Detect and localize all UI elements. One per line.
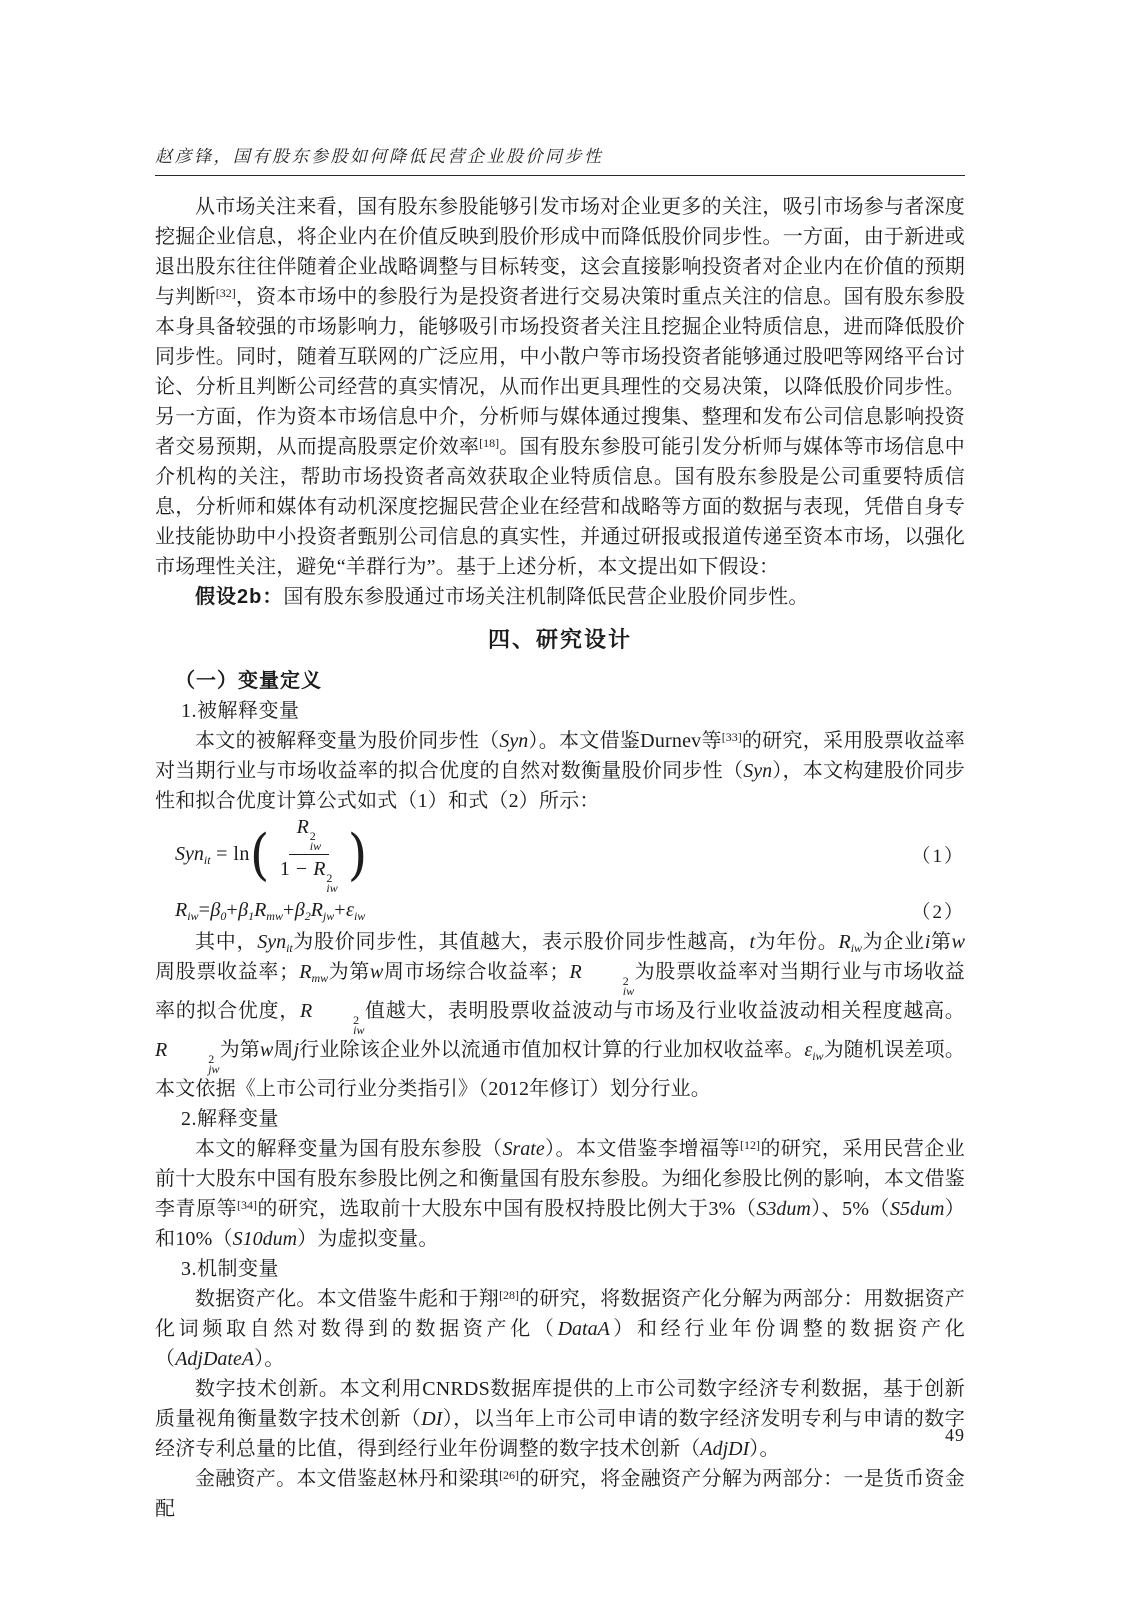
paragraph-market-attention: 从市场关注来看，国有股东参股能够引发市场对企业更多的关注，吸引市场参与者深度挖掘企业信息，将企业内在价值反映到股价形成中而降低股价同步性。一方面，由于新进或退出股东往往伴随着企业战略调整与目标转变，这会直接影响投资者对企业内在价值的预期与判断[32]，资本市场中的参股行为是投资者进行交易决策时重点关注的信息。国有股东参股本身具备较强的市场影响力，能够吸引市场投资者关注且挖掘企业特质信息，进而降低股价同步性。同时，随着互联网的广泛应用，中小散户等市场投资者能够通过股吧等网络平台讨论、分析且判断公司经营的真实情况，从而作出更具理性的交易决策，以降低股价同步性。另一方面，作为资本市场信息中介，分析师与媒体通过搜集、整理和发布公司信息影响投资者交易预期，从而提高股票定价效率[18]。国有股东参股可能引发分析师与媒体等市场信息中介机构的关注，帮助市场投资者高效获取企业特质信息。国有股东参股是公司重要特质信息，分析师和媒体有动机深度挖掘民营企业在经营和战略等方面的数据与表现，凭借自身专业技能协助中小投资者甄别公司信息的真实性，并通过研报或报道传递至资本市场，以强化市场理性关注，避免“羊群行为”。基于上述分析，本文提出如下假设： (155, 196, 965, 578)
paragraph-financial-assets: 金融资产。本文借鉴赵林丹和梁琪[26]的研究，将金融资产分解为两部分：一是货币资金配 (155, 1468, 966, 1520)
subsection-variable-definition: （一）变量定义 (175, 670, 322, 692)
subitem-mechanism-variable: 3.机制变量 (181, 1258, 279, 1280)
equation-1-formula (155, 816, 368, 893)
equation-2-number: （2） (911, 901, 965, 923)
equation-1-numerator: R 2 iw (289, 816, 330, 855)
page-number: 49 (945, 1425, 965, 1445)
equation-1 (155, 816, 965, 893)
equation-2 (155, 893, 965, 927)
paragraph-data-assetization: 数据资产化。本文借鉴牛彪和于翔[28]的研究，将数据资产化分解为两部分：用数据资产化词频取自然对数得到的数据资产化（DataA）和经行业年份调整的数据资产化（AdjDateA）。 (155, 1288, 966, 1370)
equation-1-denominator: 1 − R 2 iw (279, 858, 338, 895)
equation-2-formula: $R_{iw}$ = $\beta_0$ + $\beta_1$ $R_{mw}$ + $\beta_2$ $R_{jw}$ + $\varepsilon_{iw}$ (175, 898, 366, 923)
section-title-research-design: 四、研究设计 (487, 627, 632, 652)
subitem-explanatory-variable: 2.解释变量 (181, 1108, 279, 1130)
page-content (155, 146, 965, 1524)
paragraph-explained-variable: 本文的被解释变量为股价同步性（Syn）。本文借鉴Durnev等[33]的研究，采用股票收益率对当期行业与市场收益率的拟合优度的自然对数衡量股价同步性（Syn），本文构建股价同步性和拟合优度计算公式如式（1）和式（2）所示： (155, 730, 966, 812)
subitem-explained-variable: 1.被解释变量 (181, 700, 300, 722)
equation-1-number: （1） (911, 846, 965, 867)
equation-1-open-paren: ( (249, 822, 270, 887)
equation-1-fraction (272, 816, 346, 893)
hypothesis-2b: 假设2b：国有股东参股通过市场关注机制降低民营企业股价同步性。 (195, 586, 809, 608)
header-rule (155, 175, 965, 176)
equation-1-lhs: Syn$_{it}$ = ln (175, 843, 250, 867)
paragraph-digital-innovation: 数字技术创新。本文利用CNRDS数据库提供的上市公司数字经济专利数据，基于创新质量视角衡量数字技术创新（DI），以当年上市公司申请的数字经济发明专利与申请的数字经济专利总量的比值，得到经行业年份调整的数字技术创新（AdjDI）。 (155, 1378, 965, 1460)
paragraph-explanatory-variable: 本文的解释变量为国有股东参股（Srate）。本文借鉴李增福等[12]的研究，采用民营企业前十大股东中国有股东参股比例之和衡量国有股东参股。为细化参股比例的影响，本文借鉴李青原等[34]的研究，选取前十大股东中国有股权持股比例大于3%（S3dum）、5%（S5dum）和10%（S10dum）为虚拟变量。 (155, 1138, 966, 1250)
equation-1-close-paren: ) (347, 822, 368, 887)
running-head: 赵彦锋，国有股东参股如何降低民营企业股价同步性 (155, 147, 604, 166)
paragraph-where-clause: 其中，Syn$_{it}$为股价同步性，其值越大，表示股价同步性越高，t为年份。$R_{iw}$为企业i第w周股票收益率；$R_{mw}$为第w周市场综合收益率；R 2 iw 为股票收益率对当期行业与市场收益率的拟合优度，R 2 iw 值越大，表明股票收益波动与市场及行业收益波动相关程度越高。R 2 jw 为第w周j行业除该企业外以流通市值加权计算的行业加权收益率。$\varepsilon_{iw}$为随机误差项。本文依据《上市公司行业分类指引》（2012年修订）划分行业。 (155, 931, 966, 1100)
